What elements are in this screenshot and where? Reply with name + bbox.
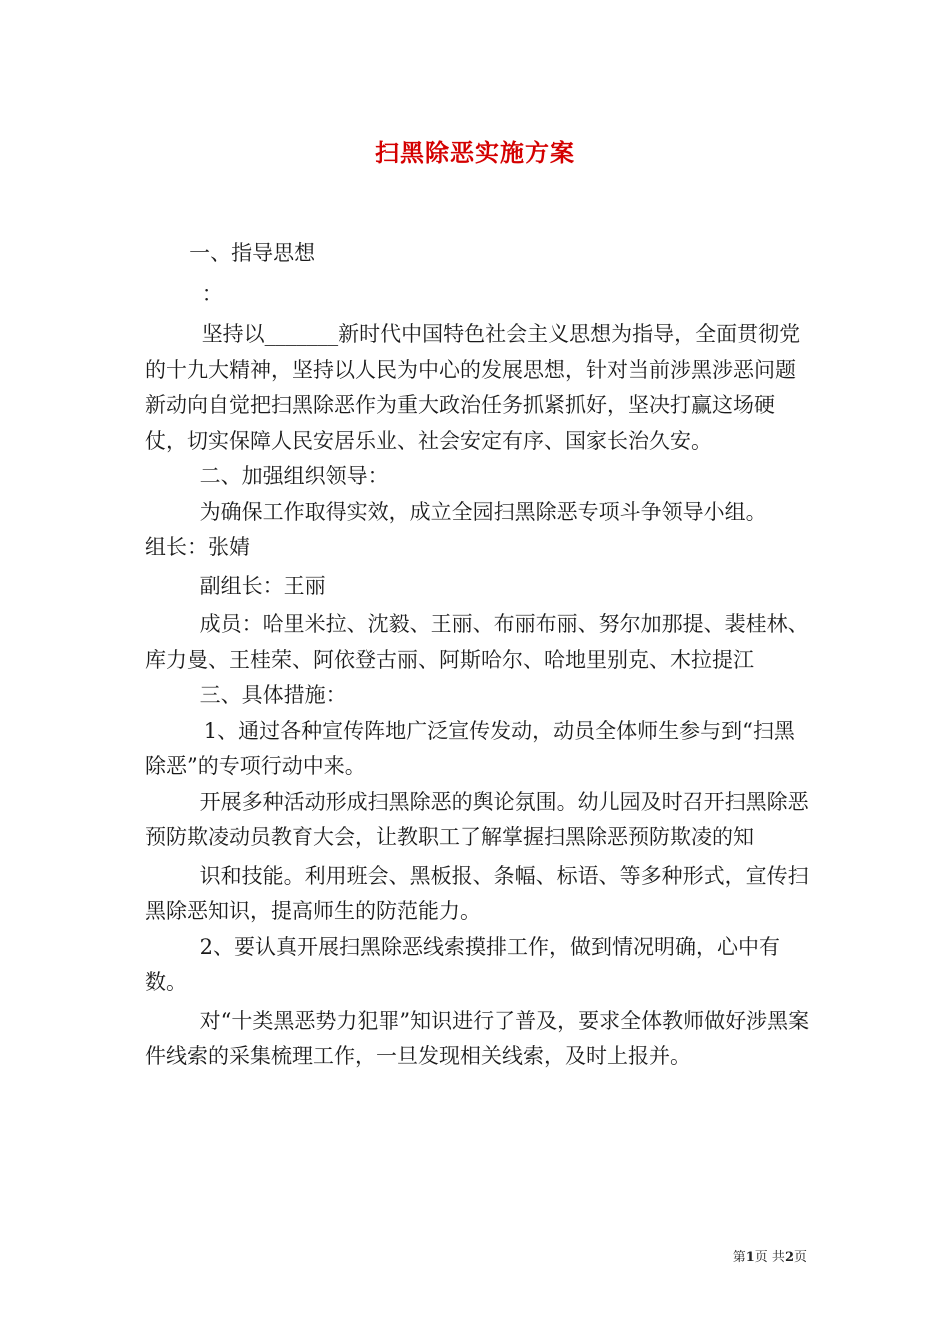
footer-suffix: 页	[793, 1250, 807, 1265]
footer-prefix: 第	[732, 1250, 746, 1265]
colon-line: ：	[201, 281, 223, 306]
paragraph-organization: 为确保工作取得实效，成立全园扫黑除恶专项斗争领导小组。	[199, 499, 767, 524]
document-body	[145, 236, 815, 1075]
measure-2: 2、要认真开展扫黑除恶线索摸排工作，做到情况明确，心中有数。	[145, 934, 780, 994]
section-heading-organization: 二、加强组织领导：	[199, 464, 389, 488]
document-title: 扫黑除恶实施方案	[375, 138, 575, 167]
measure-1: 1、通过各种宣传阵地广泛宣传发动，动员全体师生参与到“扫黑除恶”的专项行动中来。	[145, 718, 795, 778]
total-pages-number: 2	[784, 1250, 794, 1265]
measure-1-skills: 识和技能。利用班会、黑板报、条幅、标语、等多种形式，宣传扫黑除恶知识，提高师生的防范能力。	[145, 863, 809, 923]
group-members: 成员：哈里米拉、沈毅、王丽、布丽布丽、努尔加那提、裴桂林、库力曼、王桂荣、阿依登古丽、阿斯哈尔、哈地里别克、木拉提江	[145, 612, 809, 672]
current-page-number: 1	[745, 1250, 755, 1265]
deputy-group-leader: 副组长：王丽	[199, 573, 326, 598]
measure-2-details: 对“十类黑恶势力犯罪”知识进行了普及，要求全体教师做好涉黑案件线索的采集梳理工作，一旦发现相关线索，及时上报并。	[145, 1008, 810, 1068]
group-leader: 组长：张婧	[145, 535, 250, 559]
section-heading-measures: 三、具体措施：	[199, 683, 347, 707]
measure-1-activities: 开展多种活动形成扫黑除恶的舆论氛围。幼儿园及时召开扫黑除恶预防欺凌动员教育大会，让教职工了解掌握扫黑除恶预防欺凌的知	[145, 789, 809, 849]
paragraph-guiding-ideology: 坚持以_______新时代中国特色社会主义思想为指导，全面贯彻党的十九大精神，坚持以人民为中心的发展思想，针对当前涉黑涉恶问题新动向自觉把扫黑除恶作为重大政治任务抓紧抓好，坚决打赢这场硬仗，切实保障人民安居乐业、社会安定有序、国家长治久安。	[145, 322, 801, 453]
page-footer	[733, 1246, 807, 1265]
footer-middle: 页 共	[754, 1250, 785, 1265]
section-heading-guiding-ideology: 一、指导思想	[189, 241, 316, 265]
